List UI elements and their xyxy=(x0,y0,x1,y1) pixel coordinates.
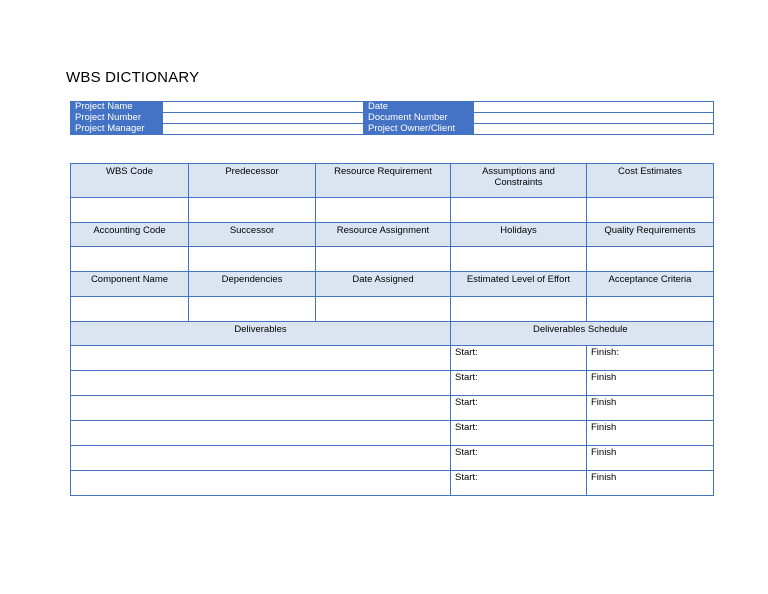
assumptions-constraints-field[interactable] xyxy=(451,198,587,223)
deliverable-row xyxy=(71,371,714,396)
dependencies-field[interactable] xyxy=(189,297,316,322)
deliverable-row xyxy=(71,396,714,421)
document-number-label: Document Number xyxy=(364,113,474,124)
resource-requirement-header: Resource Requirement xyxy=(316,164,451,198)
input-row xyxy=(71,198,714,223)
holidays-header: Holidays xyxy=(451,223,587,247)
project-name-field[interactable] xyxy=(163,102,364,113)
date-label: Date xyxy=(364,102,474,113)
holidays-field[interactable] xyxy=(451,247,587,272)
deliverable-field[interactable] xyxy=(71,346,451,371)
successor-header: Successor xyxy=(189,223,316,247)
info-row xyxy=(71,113,714,124)
start-field[interactable]: Start: xyxy=(451,446,587,471)
accounting-code-header: Accounting Code xyxy=(71,223,189,247)
deliverables-schedule-header: Deliverables Schedule xyxy=(451,322,714,346)
page-title: WBS DICTIONARY xyxy=(66,69,200,86)
deliverables-header: Deliverables xyxy=(71,322,451,346)
input-row xyxy=(71,297,714,322)
date-field[interactable] xyxy=(474,102,714,113)
start-field[interactable]: Start: xyxy=(451,421,587,446)
predecessor-field[interactable] xyxy=(189,198,316,223)
finish-field[interactable]: Finish xyxy=(587,371,714,396)
acceptance-criteria-field[interactable] xyxy=(587,297,714,322)
deliverables-header-row xyxy=(71,322,714,346)
wbs-code-header: WBS Code xyxy=(71,164,189,198)
header-row xyxy=(71,272,714,297)
project-info-table xyxy=(70,101,714,135)
header-row xyxy=(71,223,714,247)
finish-field[interactable]: Finish xyxy=(587,471,714,496)
deliverable-field[interactable] xyxy=(71,471,451,496)
finish-field[interactable]: Finish xyxy=(587,446,714,471)
project-manager-field[interactable] xyxy=(163,124,364,135)
deliverable-field[interactable] xyxy=(71,371,451,396)
assumptions-constraints-header: Assumptions and Constraints xyxy=(451,164,587,198)
estimated-effort-field[interactable] xyxy=(451,297,587,322)
project-owner-field[interactable] xyxy=(474,124,714,135)
deliverable-field[interactable] xyxy=(71,396,451,421)
project-number-field[interactable] xyxy=(163,113,364,124)
successor-field[interactable] xyxy=(189,247,316,272)
finish-field[interactable]: Finish xyxy=(587,396,714,421)
acceptance-criteria-header: Acceptance Criteria xyxy=(587,272,714,297)
accounting-code-field[interactable] xyxy=(71,247,189,272)
resource-assignment-header: Resource Assignment xyxy=(316,223,451,247)
predecessor-header: Predecessor xyxy=(189,164,316,198)
start-field[interactable]: Start: xyxy=(451,396,587,421)
quality-requirements-header: Quality Requirements xyxy=(587,223,714,247)
start-field[interactable]: Start: xyxy=(451,371,587,396)
deliverable-field[interactable] xyxy=(71,421,451,446)
deliverable-row xyxy=(71,421,714,446)
info-row xyxy=(71,102,714,113)
deliverable-row xyxy=(71,471,714,496)
wbs-code-field[interactable] xyxy=(71,198,189,223)
estimated-effort-header: Estimated Level of Effort xyxy=(451,272,587,297)
date-assigned-header: Date Assigned xyxy=(316,272,451,297)
project-manager-label: Project Manager xyxy=(71,124,163,135)
finish-field[interactable]: Finish xyxy=(587,421,714,446)
start-field[interactable]: Start: xyxy=(451,471,587,496)
document-number-field[interactable] xyxy=(474,113,714,124)
project-name-label: Project Name xyxy=(71,102,163,113)
deliverable-row xyxy=(71,446,714,471)
cost-estimates-field[interactable] xyxy=(587,198,714,223)
header-row xyxy=(71,164,714,198)
quality-requirements-field[interactable] xyxy=(587,247,714,272)
component-name-field[interactable] xyxy=(71,297,189,322)
resource-assignment-field[interactable] xyxy=(316,247,451,272)
input-row xyxy=(71,247,714,272)
resource-requirement-field[interactable] xyxy=(316,198,451,223)
finish-field[interactable]: Finish: xyxy=(587,346,714,371)
date-assigned-field[interactable] xyxy=(316,297,451,322)
wbs-dictionary-table xyxy=(70,163,714,496)
start-field[interactable]: Start: xyxy=(451,346,587,371)
cost-estimates-header: Cost Estimates xyxy=(587,164,714,198)
project-number-label: Project Number xyxy=(71,113,163,124)
deliverable-row xyxy=(71,346,714,371)
info-row xyxy=(71,124,714,135)
deliverable-field[interactable] xyxy=(71,446,451,471)
component-name-header: Component Name xyxy=(71,272,189,297)
dependencies-header: Dependencies xyxy=(189,272,316,297)
project-owner-label: Project Owner/Client xyxy=(364,124,474,135)
